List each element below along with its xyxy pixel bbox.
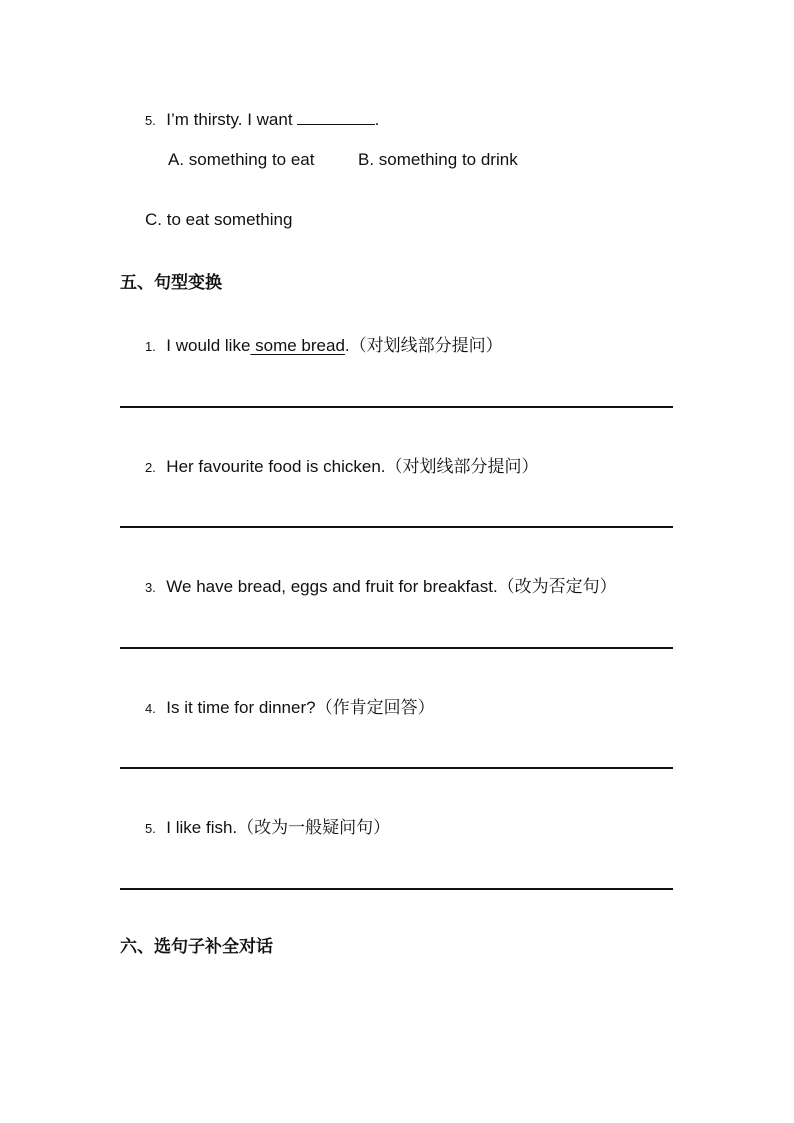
item-text: We have bread, eggs and fruit for breakfast.（改为否定句） <box>166 577 617 596</box>
answer-line[interactable] <box>120 647 673 649</box>
item-underlined-text: some bread <box>250 336 345 355</box>
answer-line[interactable] <box>120 767 673 769</box>
option-b: B. something to drink <box>358 150 518 169</box>
item-text: Is it time for dinner?（作肯定回答） <box>166 698 435 717</box>
question-5 <box>145 110 379 130</box>
item-text-after: .（对划线部分提问） <box>344 336 503 355</box>
answer-line[interactable] <box>120 526 673 528</box>
item-number: 3. <box>145 580 156 595</box>
item-text: Her favourite food is chicken.（对划线部分提问） <box>166 457 539 476</box>
item-text-before: I would like <box>166 336 251 355</box>
question-period: . <box>374 110 380 129</box>
item-number: 2. <box>145 460 156 475</box>
transform-item-5 <box>145 813 390 838</box>
answer-line[interactable] <box>120 406 673 408</box>
transform-item-1 <box>145 331 503 356</box>
transform-item-2 <box>145 452 539 477</box>
section-heading: 六、选句子补全对话 <box>120 937 273 956</box>
transform-item-4 <box>145 693 435 718</box>
item-number: 5. <box>145 821 156 836</box>
answer-line[interactable] <box>120 888 673 890</box>
answer-blank[interactable] <box>297 110 375 125</box>
item-number: 4. <box>145 701 156 716</box>
question-text: I’m thirsty. I want <box>166 110 293 129</box>
item-number: 1. <box>145 339 156 354</box>
section-heading: 五、句型变换 <box>120 273 222 292</box>
item-text: I like fish.（改为一般疑问句） <box>166 818 391 837</box>
option-a: A. something to eat <box>168 150 315 169</box>
question-number: 5. <box>145 113 156 128</box>
option-c: C. to eat something <box>145 210 293 229</box>
transform-item-3 <box>145 572 617 597</box>
